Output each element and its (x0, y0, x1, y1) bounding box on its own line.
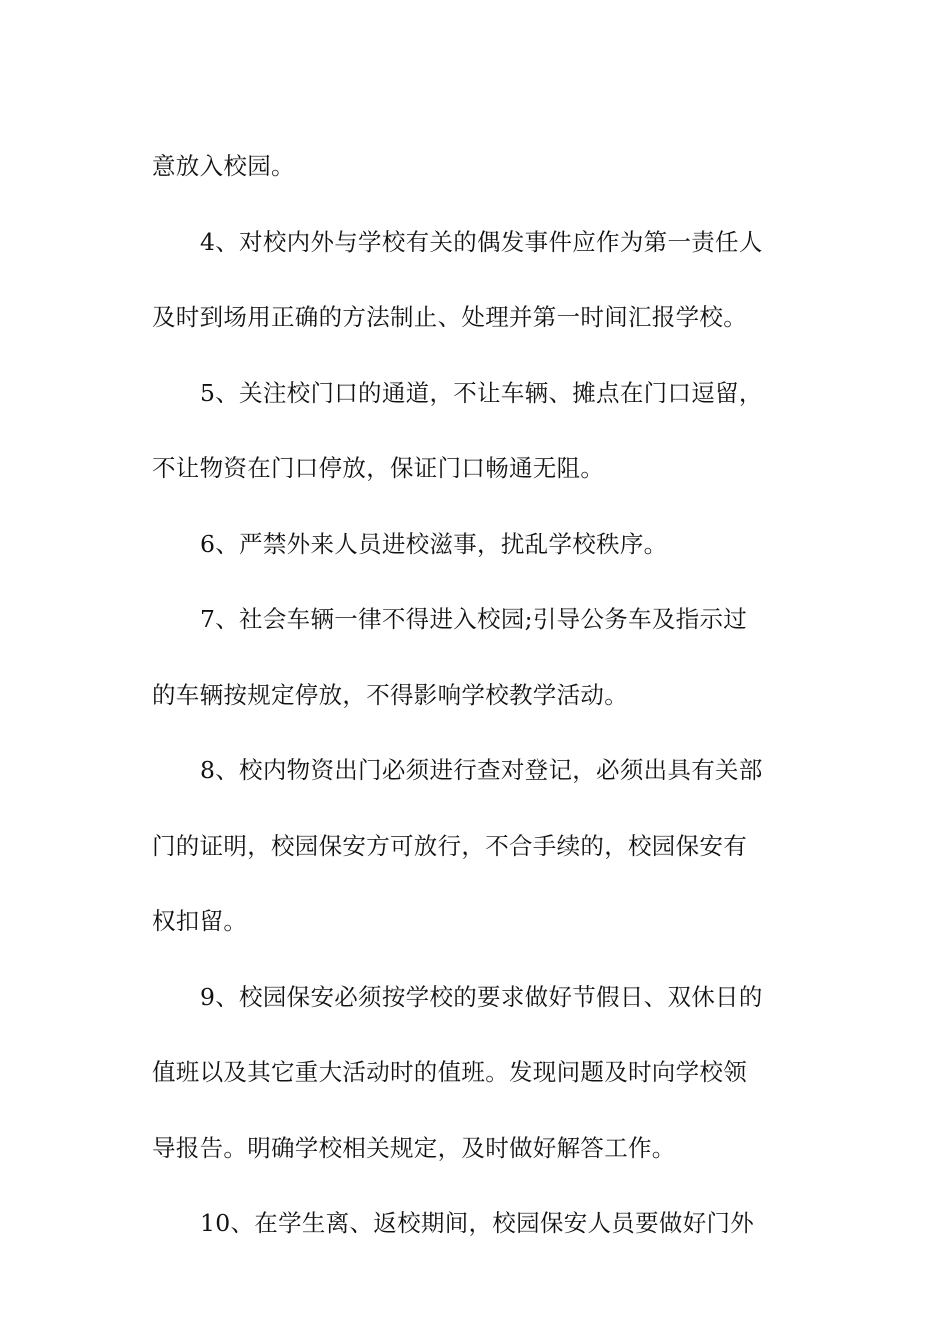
text-line: 10、在学生离、返校期间，校园保安人员要做好门外 (200, 1209, 755, 1237)
text-line: 门的证明，校园保安方可放行，不合手续的，校园保安有 (152, 831, 747, 860)
text-line: 7、社会车辆一律不得进入校园;引导公务车及指示过 (200, 605, 748, 633)
text-line: 意放入校园。 (152, 152, 295, 180)
text-line: 权扣留。 (152, 907, 248, 935)
text-line: 9、校园保安必须按学校的要求做好节假日、双休日的 (200, 982, 763, 1011)
text-line: 不让物资在门口停放，保证门口畅通无阻。 (152, 454, 605, 482)
text-line: 5、关注校门口的通道，不让车辆、摊点在门口逗留， (200, 378, 763, 407)
text-line: 4、对校内外与学校有关的偶发事件应作为第一责任人 (200, 227, 763, 256)
text-line: 的车辆按规定停放，不得影响学校教学活动。 (152, 680, 628, 709)
text-line: 8、校内物资出门必须进行查对登记，必须出具有关部 (200, 756, 763, 784)
body-text (152, 129, 812, 1262)
text-line: 及时到场用正确的方法制止、处理并第一时间汇报学校。 (152, 303, 747, 331)
text-line: 6、严禁外来人员进校滋事，扰乱学校秩序。 (200, 529, 668, 558)
text-line: 导报告。明确学校相关规定，及时做好解答工作。 (152, 1133, 676, 1162)
text-line: 值班以及其它重大活动时的值班。发现问题及时向学校领 (152, 1058, 747, 1086)
